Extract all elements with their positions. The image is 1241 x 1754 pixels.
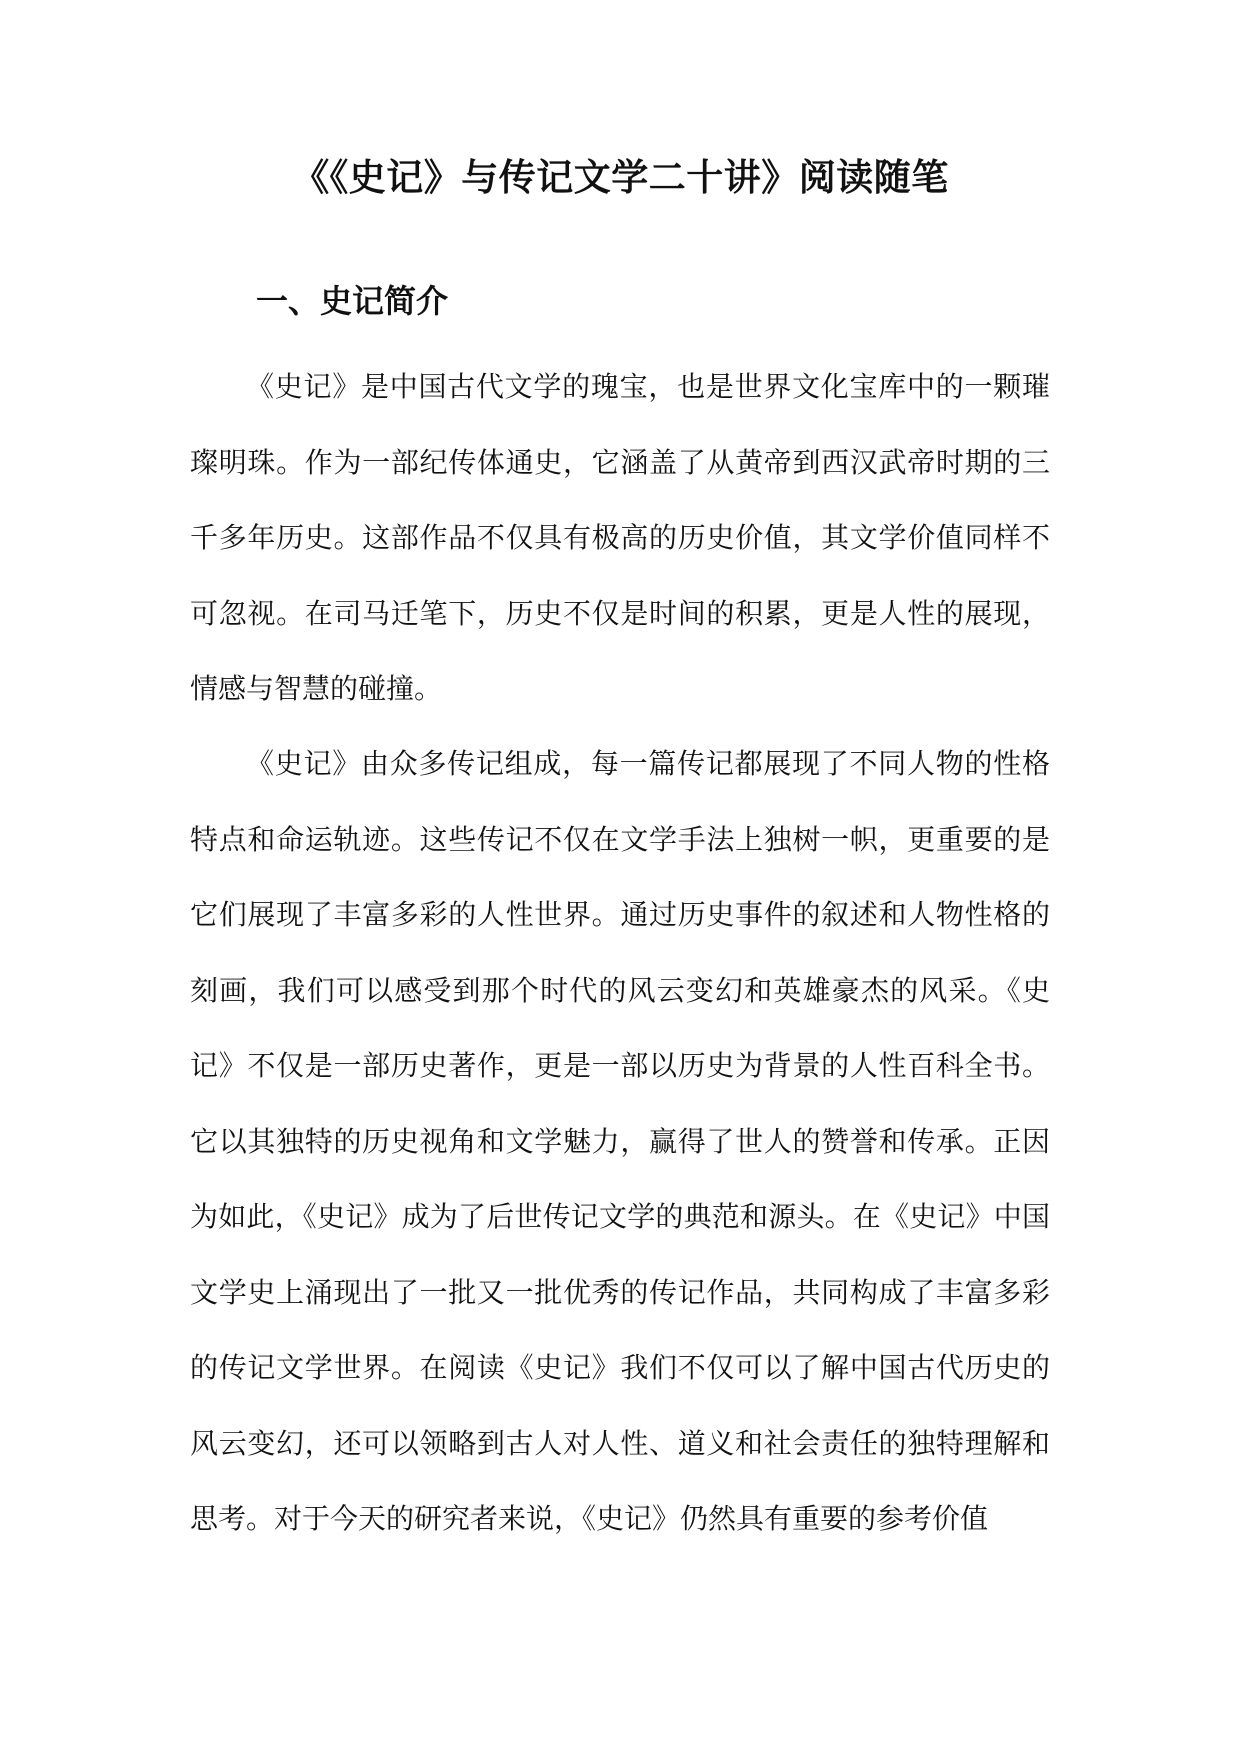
section-heading: 一、史记简介 — [256, 282, 449, 320]
body-paragraph: 《史记》由众多传记组成，每一篇传记都展现了不同人物的性格特点和命运轨迹。这些传记不仅在文学手法上独树一帜，更重要的是它们展现了丰富多彩的人性世界。通过历史事件的叙述和人物性格的刻画，我们可以感受到那个时代的风云变幻和英雄豪杰的风采。《史记》不仅是一部历史著作，更是一部以历史为背景的人性百科全书。它以其独特的历史视角和文学魅力，赢得了世人的赞誉和传承。正因为如此，《史记》成为了后世传记文学的典范和源头。在《史记》中国文学史上涌现出了一批又一批优秀的传记作品，共同构成了丰富多彩的传记文学世界。在阅读《史记》我们不仅可以了解中国古代历史的风云变幻，还可以领略到古人对人性、道义和社会责任的独特理解和思考。对于今天的研究者来说，《史记》仍然具有重要的参考价值 — [190, 747, 1050, 1535]
document-title: 《《史记》与传记文学二十讲》阅读随笔 — [292, 156, 949, 199]
body-paragraph: 《史记》是中国古代文学的瑰宝，也是世界文化宝库中的一颗璀璨明珠。作为一部纪传体通史，它涵盖了从黄帝到西汉武帝时期的三千多年历史。这部作品不仅具有极高的历史价值，其文学价值同样不可忽视。在司马迁笔下，历史不仅是时间的积累，更是人性的展现，情感与智慧的碰撞。 — [190, 370, 1050, 705]
